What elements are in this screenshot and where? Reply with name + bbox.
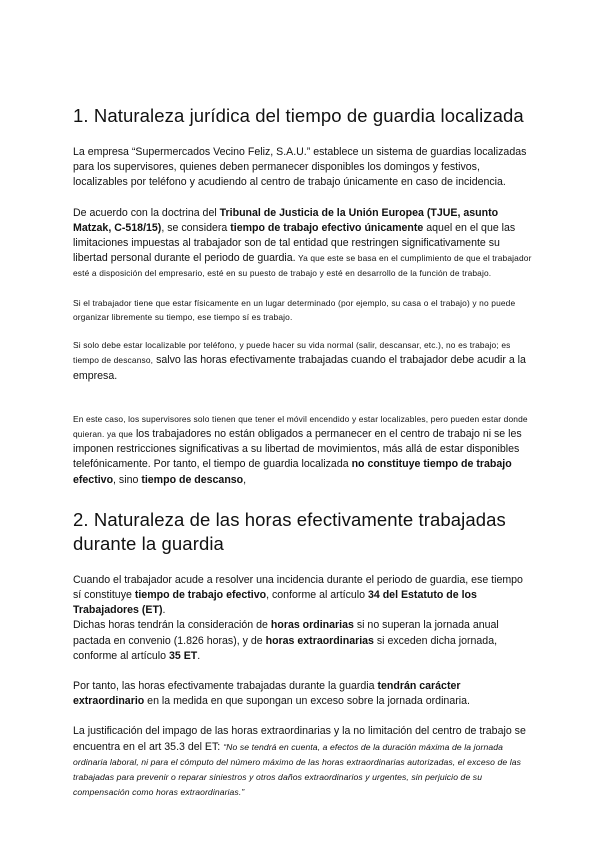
section-1-paragraph-3: Si el trabajador tiene que estar físicamente en un lugar determinado (por ejemplo, su casa o el trabajo) y no puede organizar libremente su tiempo, ese tiempo sí es trabajo. (73, 297, 516, 322)
text-run: , (243, 473, 247, 486)
text-run: Cuando el trabajador acude a resolver una incidencia durante el periodo de guardia, ese tiempo sí constituye (73, 573, 523, 602)
section-2-heading: 2. Naturaleza de las horas efectivamente trabajadas durante la guardia (73, 508, 506, 554)
text-run: salvo las horas efectivamente trabajadas cuando el trabajador debe acudir a la empresa. (73, 354, 526, 382)
section-1-paragraph-1: La empresa “Supermercados Vecino Feliz, S.A.U.” establece un sistema de guardias localizadas para los supervisores, quienes deben permanecer disponibles los domingos y festivos, localizables por teléfono y acudiendo al centro de trabajo únicamente en caso de incidencia. (73, 146, 527, 189)
bold-run-tiempo-efectivo: tiempo de trabajo efectivo (134, 589, 267, 602)
bold-run-horas-extraordinarias: horas extraordinarias (265, 634, 374, 647)
bold-run-articulo-34: 34 del Estatuto de los Trabajadores (ET) (73, 589, 477, 617)
section-1-paragraph-4 (73, 338, 533, 384)
text-run: si no superan la jornada anual pactada en convenio (1.826 horas), y de (73, 619, 499, 647)
section-1-paragraph-2 (73, 206, 533, 282)
section-1-heading: 1. Naturaleza jurídica del tiempo de guardia localizada (73, 105, 524, 126)
text-run: De acuerdo con la doctrina del (73, 206, 220, 219)
bold-run-caracter-extraordinario: tendrán carácter extraordinario (73, 680, 461, 708)
text-run: , se considera (161, 221, 231, 234)
bold-run-tiempo-descanso: tiempo de descanso (141, 473, 244, 486)
section-1-paragraph-5 (73, 412, 533, 488)
section-2-paragraph-3 (73, 679, 533, 709)
bold-run-no-constituye: no constituye tiempo de trabajo efectivo (73, 458, 512, 486)
bold-run-tiempo-efectivo: tiempo de trabajo efectivo únicamente (230, 221, 424, 234)
small-text-run: Ya que este se basa en el cumplimiento de que el trabajador esté a disposición del empresario, esté en su puesto de trabajo y esté en desarrollo de la función de trabajo. (73, 253, 532, 279)
text-run: . (162, 604, 166, 617)
document-body (73, 100, 533, 800)
text-run: Por tanto, las horas efectivamente trabajadas durante la guardia (73, 680, 378, 693)
text-run: Dichas horas tendrán la consideración de (73, 619, 271, 632)
bold-run-tjue: Tribunal de Justicia de la Unión Europea (TJUE, asunto Matzak, C-518/15) (73, 206, 499, 234)
text-run: , conforme al artículo (266, 589, 368, 602)
text-run: en la medida en que supongan un exceso sobre la jornada ordinaria. (144, 695, 470, 708)
quoted-law-text: “No se tendrá en cuenta, a efectos de la duración máxima de la jornada ordinaria laboral, ni para el cómputo del número máximo de las horas extraordinarias autorizadas, el exceso de las trabajadas para prevenir o reparar siniestros y otros daños extraordinarios y urgentes, sin perjuicio de su compensación como horas extraordinarias.” (73, 741, 522, 798)
text-run: aquel en el que las limitaciones impuestas al trabajador son de tal entidad que restringen significativamente su libertad personal durante el periodo de guardia. (73, 221, 516, 265)
bold-run-horas-ordinarias: horas ordinarias (270, 619, 354, 632)
text-run: La justificación del impago de las horas extraordinarias y la no limitación del centro de trabajo se encuentra en el art 35.3 del ET: (73, 725, 526, 753)
text-run: si exceden dicha jornada, conforme al artículo (73, 634, 498, 662)
text-run: los trabajadores no están obligados a permanecer en el centro de trabajo ni se les imponen restricciones significativas a su libertad de movimientos, más allá de estar disponibles telefónicamente. Por tanto, el tiempo de guardia localizada (73, 428, 522, 471)
text-run: , sino (113, 473, 142, 486)
text-run: . (197, 649, 201, 662)
bold-run-35-et: 35 ET (168, 649, 198, 662)
small-text-run: Si solo debe estar localizable por teléfono, y puede hacer su vida normal (salir, descansar, etc.), no es trabajo; es tiempo de descanso, (73, 340, 511, 366)
section-2-paragraph-1 (73, 573, 533, 664)
section-2-paragraph-4 (73, 724, 533, 800)
small-text-run: En este caso, los supervisores solo tienen que tener el móvil encendido y estar localizables, pero pueden estar donde quieran. ya que (73, 413, 528, 440)
